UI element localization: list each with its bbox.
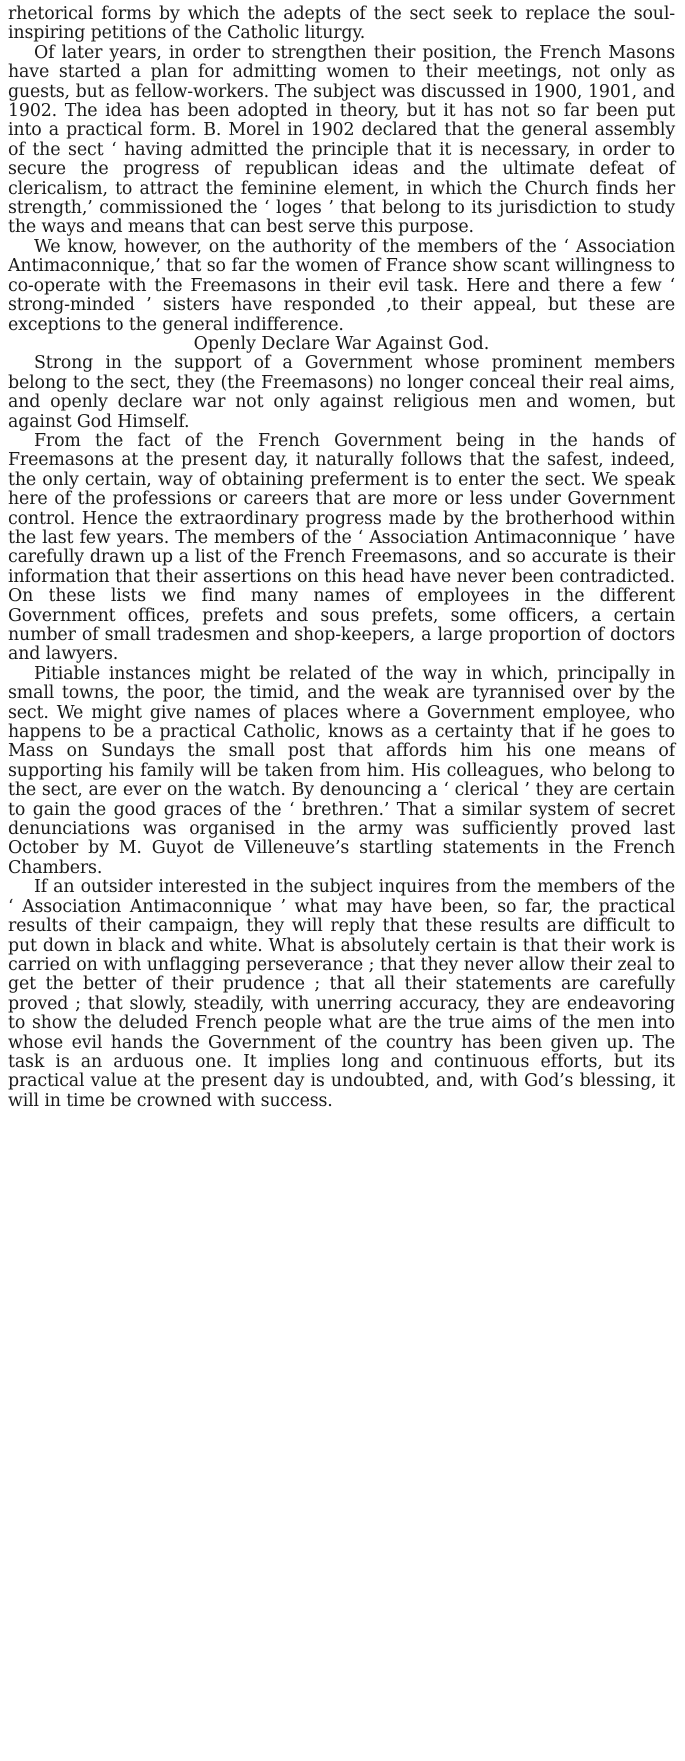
paragraph-government-freemasons: From the fact of the French Government being in the hands of Freemasons at the present day, it naturally follows that the safest, indeed, the only certain, way of obtaining preferment is to enter the sect. We speak here of the professions or careers that are more or less under Government control. Hence the extraordinary progress made by the brotherhood within the last few years. The members of the ‘ Association Antimaconnique ’ have carefully drawn up a list of the French Freemasons, and so accurate is their information that their assertions on this head have never been contradicted. On these lists we find many names of employees in the different Government offices, prefets and sous prefets, some officers, a certain number of small tradesmen and shop-keepers, a large proportion of doctors and lawyers. xyxy=(8,430,675,665)
paragraph-liturgy: rhetorical forms by which the adepts of the sect seek to replace the soul-inspiring petitions of the Catholic liturgy. xyxy=(8,4,675,44)
paragraph-women-of-france: We know, however, on the authority of the members of the ‘ Association Antimaconnique,’ that so far the women of France show scant willingness to co-operate with the Freemasons in their evil task. Here and there a few ‘ strong-minded ’ sisters have responded ,to their appeal, but these are exceptions to the general indifference. xyxy=(8,236,675,335)
paragraph-war-against-god: Strong in the support of a Government whose prominent members belong to the sect, they (the Freemasons) no longer conceal their real aims, and openly declare war not only against religious men and women, but against God Himself. xyxy=(8,353,675,432)
section-heading: Openly Declare War Against God. xyxy=(193,333,490,354)
paragraph-admitting-women: Of later years, in order to strengthen their position, the French Masons have started a plan for admitting women to their meetings, not only as guests, but as fellow-workers. The subject was discussed in 1900, 1901, and 1902. The idea has been adopted in theory, but it has not so far been put into a practical form. B. Morel in 1902 declared that the general assembly of the sect ‘ having admitted the principle that it is necessary, in order to secure the progress of republican ideas and the ultimate defeat of clericalism, to attract the feminine element, in which the Church finds her strength,’ commissioned the ‘ loges ’ that belong to its jurisdiction to study the ways and means that can best serve this purpose. xyxy=(8,42,675,238)
paragraph-pitiable-instances: Pitiable instances might be related of the way in which, principally in small towns, the poor, the timid, and the weak are tyrannised over by the sect. We might give names of places where a Government employee, who happens to be a practical Catholic, knows as a certainty that if he goes to Mass on Sundays the small post that affords him his one means of supporting his family will be taken from him. His colleagues, who belong to the sect, are ever on the watch. By denouncing a ‘ clerical ’ they are certain to gain the good graces of the ‘ brethren.’ That a similar system of secret denunciations was organised in the army was sufficiently proved last October by M. Guyot de Villeneuve’s startling statements in the French Chambers. xyxy=(8,663,675,878)
paragraph-practical-results: If an outsider interested in the subject inquires from the members of the ‘ Association Antimaconnique ’ what may have been, so far, the practical results of their campaign, they will reply that these results are difficult to put down in black and white. What is absolutely certain is that their work is carried on with unflagging perseverance ; that they never allow their zeal to get the better of their prudence ; that all their statements are carefully proved ; that slowly, steadily, with unerring accuracy, they are endeavoring to show the deluded French people what are the true aims of the men into whose evil hands the Government of the country has been given up. The task is an arduous one. It implies long and continuous efforts, but its practical value at the present day is undoubted, and, with God’s blessing, it will in time be crowned with success. xyxy=(8,877,675,1111)
